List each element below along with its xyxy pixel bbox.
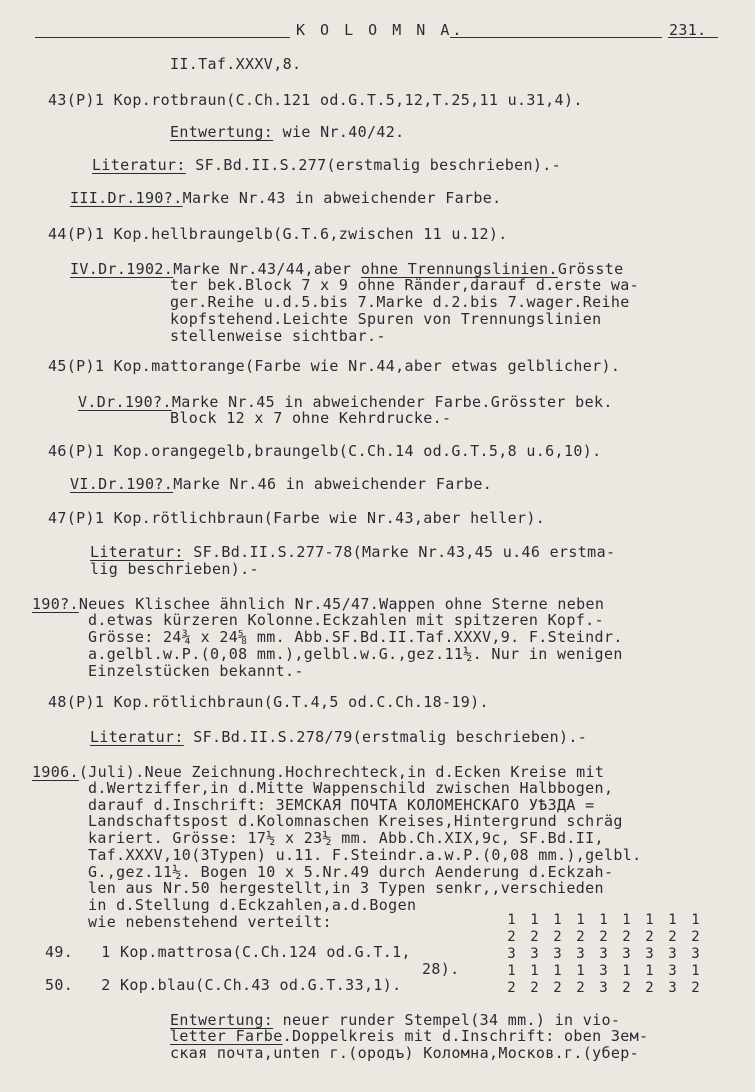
text-line: [170, 328, 386, 345]
text-span: Landschaftspost d.Kolomnaschen Kreises,Hintergrund schräg: [88, 812, 623, 830]
grid-cell: 2: [507, 980, 516, 996]
text-span: 45(P)1 Kop.mattorange(Farbe wie Nr.44,aber etwas gelblicher).: [48, 357, 621, 375]
grid-cell: 3: [553, 946, 562, 962]
header-rule-right: [450, 37, 662, 38]
text-line: [48, 510, 545, 527]
header-rule-end: [668, 37, 718, 38]
text-span: ger.Reihe u.d.5.bis 7.Marke d.2.bis 7.wager.Reihe: [170, 293, 630, 311]
grid-cell: 1: [553, 912, 562, 928]
underlined-term: V.Dr.190?.: [78, 393, 172, 411]
grid-cell: 2: [645, 980, 654, 996]
grid-row: [500, 963, 707, 980]
grid-cell: 1: [645, 912, 654, 928]
text-line: [88, 897, 416, 914]
grid-cell: 3: [668, 963, 677, 979]
text-line: [90, 729, 587, 746]
text-span: wie nebenstehend verteilt:: [88, 913, 332, 931]
grid-cell: 2: [622, 929, 631, 945]
underlined-term: Entwertung:: [170, 1011, 274, 1029]
text-line: [48, 443, 601, 460]
text-line: [170, 311, 602, 328]
grid-cell: 1: [576, 912, 585, 928]
grid-cell: 2: [553, 929, 562, 945]
text-span: a.gelbl.w.P.(0,08 mm.),gelbl.w.G.,gez.11½. Nur in wenigen: [88, 645, 623, 663]
grid-cell: 2: [668, 929, 677, 945]
grid-cell: 2: [599, 929, 608, 945]
grid-cell: 1: [645, 963, 654, 979]
grid-cell: 1: [691, 912, 700, 928]
type-distribution-grid: [500, 912, 707, 997]
text-line: [90, 544, 615, 561]
underlined-term: 1906.: [32, 763, 79, 781]
text-span: lig beschrieben).-: [90, 560, 259, 578]
underlined-term: Literatur:: [90, 543, 184, 561]
grid-cell: 1: [553, 963, 562, 979]
grid-cell: 3: [668, 946, 677, 962]
underlined-term: III.Dr.190?.: [70, 189, 183, 207]
grid-cell: 3: [622, 946, 631, 962]
text-span: Einzelstücken bekannt.-: [88, 662, 304, 680]
text-span: (Juli).Neue Zeichnung.Hochrechteck,in d.Ecken Kreise mit: [78, 763, 605, 781]
text-span: neuer runder Stempel(34 mm.) in vio-: [273, 1011, 621, 1029]
grid-cell: 2: [530, 929, 539, 945]
text-line: [88, 780, 613, 797]
text-line: [88, 646, 623, 663]
text-line: [48, 92, 583, 109]
text-span: Marke Nr.43 in abweichender Farbe.: [182, 189, 502, 207]
text-line: [170, 294, 630, 311]
grid-cell: 3: [691, 946, 700, 962]
text-span: G.,gez.11½. Bogen 10 x 5.Nr.49 durch Aenderung d.Eckzah-: [88, 863, 614, 881]
text-span: Marke Nr.45 in abweichender Farbe.Grösster bek.: [171, 393, 613, 411]
text-span: II.Taf.XXXV,8.: [170, 55, 302, 73]
text-span: Marke Nr.43/44,aber: [173, 260, 361, 278]
text-span: 47(P)1 Kop.rötlichbraun(Farbe wie Nr.43,aber heller).: [48, 509, 546, 527]
text-span: kopfstehend.Leichte Spuren von Trennungslinien: [170, 310, 602, 328]
text-span: kariert. Grösse: 17½ x 23½ mm. Abb.Ch.XIX,9c, SF.Bd.II,: [88, 829, 604, 847]
grid-cell: 1: [530, 912, 539, 928]
text-line: [70, 476, 492, 493]
grid-cell: 3: [599, 946, 608, 962]
text-span: 49. 1 Kop.mattrosa(C.Ch.124 od.G.T.1,: [45, 943, 411, 961]
text-span: .Doppelkreis mit d.Inschrift: oben Зем-: [282, 1027, 649, 1045]
grid-cell: 2: [507, 929, 516, 945]
grid-cell: 2: [576, 980, 585, 996]
grid-cell: 2: [691, 929, 700, 945]
underlined-term: Entwertung:: [170, 123, 274, 141]
text-line: [88, 880, 604, 897]
text-span: Taf.XXXV,10(3Typen) u.11. F.Steindr.a.w.P.(0,08 mm.),gelbl.: [88, 846, 642, 864]
underlined-term: 190?.: [32, 595, 79, 613]
text-line: [48, 694, 489, 711]
text-line: [170, 410, 451, 427]
grid-cell: 3: [530, 946, 539, 962]
text-line: [92, 157, 561, 174]
grid-row: [500, 946, 707, 963]
grid-cell: 1: [507, 963, 516, 979]
text-span: d.etwas kürzeren Kolonne.Eckzahlen mit spitzeren Kopf.-: [88, 611, 604, 629]
text-line: [45, 977, 401, 994]
text-span: Grösse: 24¾ x 24⅝ mm. Abb.SF.Bd.II.Taf.XXXV,9. F.Steindr.: [88, 628, 623, 646]
text-span: Neues Klischee ähnlich Nr.45/47.Wappen ohne Sterne neben: [78, 595, 605, 613]
grid-cell: 1: [622, 912, 631, 928]
text-line: [88, 629, 623, 646]
grid-cell: 3: [599, 980, 608, 996]
text-span: SF.Bd.II.S.277(erstmalig beschrieben).-: [185, 156, 562, 174]
text-line: [88, 830, 604, 847]
grid-cell: 2: [553, 980, 562, 996]
underlined-term: Literatur:: [90, 728, 184, 746]
grid-cell: 2: [645, 929, 654, 945]
underlined-term: Literatur:: [92, 156, 186, 174]
grid-cell: 2: [530, 980, 539, 996]
text-line: [48, 226, 508, 243]
underlined-term: ohne Trennungslinien.: [360, 260, 558, 278]
grid-row: [500, 980, 707, 997]
text-span: 44(P)1 Kop.hellbraungelb(G.T.6,zwischen 11 u.12).: [48, 225, 508, 243]
grid-cell: 1: [599, 912, 608, 928]
text-span: ter bek.Block 7 x 9 ohne Ränder,darauf d.erste wa-: [170, 276, 640, 294]
grid-cell: 3: [668, 980, 677, 996]
grid-cell: 1: [622, 963, 631, 979]
text-span: 43(P)1 Kop.rotbraun(C.Ch.121 od.G.T.5,12,T.25,11 u.31,4).: [48, 91, 583, 109]
text-line: [422, 961, 460, 978]
grid-cell: 1: [576, 963, 585, 979]
grid-cell: 1: [530, 963, 539, 979]
grid-row: [500, 912, 707, 929]
header-rule-left: [35, 37, 290, 38]
underlined-term: IV.Dr.1902.: [70, 260, 174, 278]
text-span: Grösste: [557, 260, 624, 278]
text-line: [170, 1045, 639, 1062]
text-span: SF.Bd.II.S.278/79(erstmalig beschrieben).-: [183, 728, 588, 746]
text-line: [88, 914, 332, 931]
grid-cell: 1: [668, 912, 677, 928]
text-span: Marke Nr.46 in abweichender Farbe.: [173, 475, 493, 493]
underlined-term: letter Farbe: [170, 1027, 283, 1045]
grid-cell: 3: [599, 963, 608, 979]
text-line: [88, 612, 604, 629]
text-span: stellenweise sichtbar.-: [170, 327, 386, 345]
grid-cell: 1: [691, 963, 700, 979]
grid-cell: 3: [645, 946, 654, 962]
text-line: [170, 277, 639, 294]
text-span: 50. 2 Kop.blau(C.Ch.43 od.G.T.33,1).: [45, 976, 402, 994]
text-span: SF.Bd.II.S.277-78(Marke Nr.43,45 u.46 erstma-: [183, 543, 616, 561]
text-line: [45, 944, 411, 961]
underlined-term: VI.Dr.190?.: [70, 475, 174, 493]
page-number: 231.: [669, 21, 707, 39]
running-title: K O L O M N A.: [296, 21, 465, 39]
text-line: [88, 663, 304, 680]
text-line: [170, 56, 301, 73]
text-line: [88, 847, 641, 864]
text-span: darauf d.Inschrift: ЗЕМСКАЯ ПОЧТА КОЛОМЕНСКАГО УѢЗДА =: [88, 796, 595, 814]
text-span: ская почта,unten г.(ородъ) Коломна,Москов.г.(убер-: [170, 1044, 640, 1062]
text-line: [90, 561, 259, 578]
text-span: 48(P)1 Kop.rötlichbraun(G.T.4,5 od.C.Ch.18-19).: [48, 693, 489, 711]
text-line: [70, 190, 502, 207]
grid-cell: 2: [576, 929, 585, 945]
text-span: 46(P)1 Kop.orangegelb,braungelb(C.Ch.14 od.G.T.5,8 u.6,10).: [48, 442, 602, 460]
text-line: [88, 813, 623, 830]
text-span: in d.Stellung d.Eckzahlen,a.d.Bogen: [88, 896, 417, 914]
grid-cell: 3: [507, 946, 516, 962]
grid-cell: 3: [576, 946, 585, 962]
grid-cell: 1: [507, 912, 516, 928]
text-line: [170, 124, 405, 141]
text-line: [170, 1028, 648, 1045]
text-span: d.Wertziffer,in d.Mitte Wappenschild zwischen Halbbogen,: [88, 779, 614, 797]
text-span: wie Nr.40/42.: [273, 123, 405, 141]
text-line: [48, 358, 620, 375]
text-span: 28).: [422, 960, 460, 978]
text-span: Block 12 x 7 ohne Kehrdrucke.-: [170, 409, 452, 427]
text-span: len aus Nr.50 hergestellt,in 3 Typen senkr,,verschieden: [88, 879, 604, 897]
grid-cell: 2: [691, 980, 700, 996]
grid-row: [500, 929, 707, 946]
grid-cell: 2: [622, 980, 631, 996]
